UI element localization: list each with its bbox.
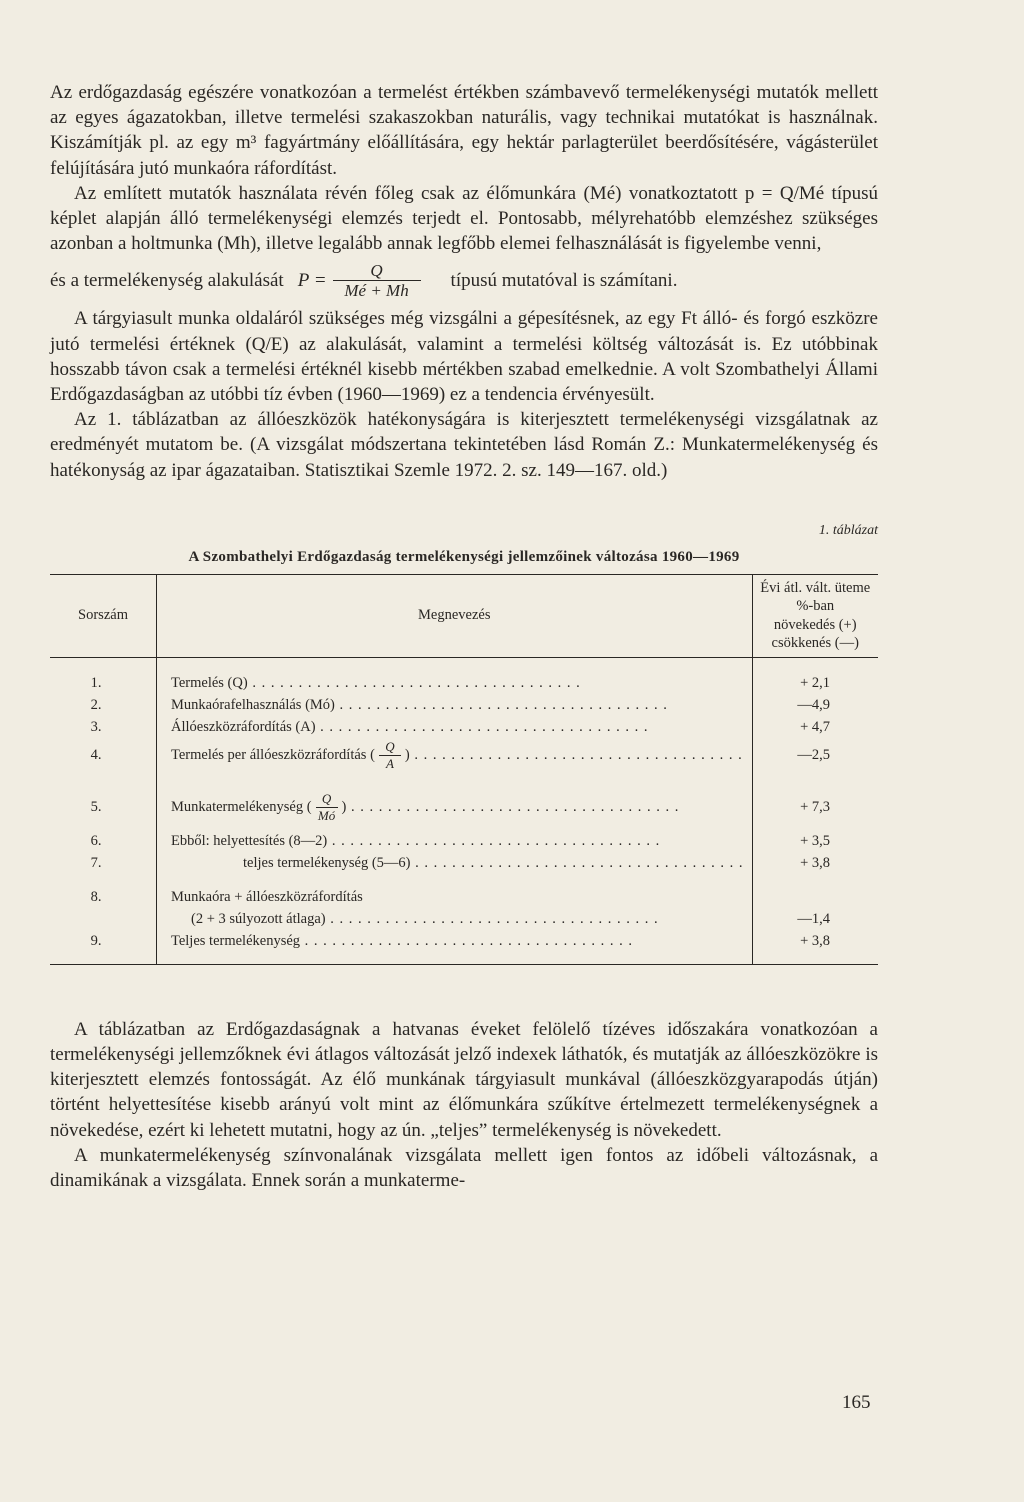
- row-number: 8.: [50, 884, 157, 906]
- row-label: Munkaórafelhasználás (Mó) . . .: [157, 692, 753, 714]
- productivity-table: [50, 574, 878, 965]
- page-body: [50, 80, 878, 1193]
- table-number: 1. táblázat: [818, 522, 878, 538]
- row-value: + 3,5: [800, 832, 830, 849]
- table-row: [50, 850, 878, 872]
- formula-line: [50, 256, 878, 306]
- row-value: + 2,1: [800, 674, 830, 691]
- paragraph-1: Az erdőgazdaság egészére vonatkozóan a termelést értékben számbavevő termelékenységi mutatók mellett az egyes ágazatokban, illetve termelési szakaszokban naturális, vagy technikai mutatókat is használnak. Kiszámítják pl. az egy m³ fagyártmány előállítására, egy hektár parlagterület beerdősítésére, vágásterület felújítására jutó munkaóra ráfordítást.: [50, 82, 878, 179]
- row-value: + 3,8: [800, 854, 830, 871]
- row-value: + 4,7: [800, 718, 830, 735]
- row-number: 6.: [50, 828, 157, 850]
- row-number: 5.: [50, 788, 157, 828]
- row-number: 4.: [50, 736, 157, 776]
- paragraph-4: Az 1. táblázatban az állóeszközök hatékonyságára is kiterjesztett termelékenységi vizsgálatnak az eredményét mutatom be. (A vizsgálat módszertana tekintetében lásd Román Z.: Munkatermelékenység és hatékonyság az ipar ágazataiban. Statisztikai Szemle 1972. 2. sz. 149—167. old.): [50, 409, 878, 481]
- table-row: [50, 692, 878, 714]
- header-line: %-ban: [796, 598, 835, 615]
- table-row: [50, 714, 878, 736]
- formula-numerator: Q: [370, 260, 383, 280]
- row-fraction: $\frac{Q}{Mó}$: [316, 791, 338, 824]
- row-label: Ebből: helyettesítés (8—2) . . .: [157, 828, 753, 850]
- row-label: teljes termelékenység (5—6) . . .: [157, 850, 753, 872]
- row-value: + 7,3: [800, 799, 830, 816]
- formula-lhs: P =: [297, 270, 327, 292]
- row-value: —2,5: [797, 747, 830, 764]
- row-value: —1,4: [797, 910, 830, 927]
- header-line: Évi átl. vált. üteme: [760, 579, 871, 596]
- table-row: [50, 736, 878, 776]
- table-row-continued: [50, 906, 878, 928]
- row-value: —4,9: [797, 696, 830, 713]
- row-label: Munkatermelékenység ( $\frac{Q}{Mó}$ ) . . .: [157, 788, 753, 828]
- row-value: + 3,8: [752, 928, 878, 965]
- paragraph-3: A tárgyiasult munka oldaláról szükséges még vizsgálni a gépesítésnek, az egy Ft álló- és forgó eszközre jutó termelési értéknek (Q/E) az alakulását, valamint a termelési költség változását is. Ez utóbbinak hosszabb távon csak a termelési értéknél kisebb mértékben szabad emelkednie. A volt Szombathelyi Állami Erdőgazdaságban az utóbbi tíz évben (1960—1969) ez a tendencia érvényesült.: [50, 308, 878, 406]
- row-label: Állóeszközráfordítás (A) . . .: [157, 714, 753, 736]
- row-number: 3.: [50, 714, 157, 736]
- header-line: növekedés (+): [773, 616, 857, 633]
- table-row: [50, 828, 878, 850]
- paragraph-6: A munkatermelékenység színvonalának vizsgálata mellett igen fontos az időbeli változásnak, a dinamikának a vizsgálata. Ennek során a munkaterme-: [50, 1144, 878, 1192]
- row-label: Munkaóra + állóeszközráfordítás: [157, 884, 753, 906]
- table-title: A Szombathelyi Erdőgazdaság termelékenységi jellemzőinek változása 1960—1969: [188, 548, 740, 565]
- table-header-row: [50, 574, 878, 657]
- row-label: Termelés (Q) . . .: [157, 670, 753, 692]
- table-row: [50, 788, 878, 828]
- row-label: Teljes termelékenység . . .: [157, 928, 753, 965]
- formula-tail: típusú mutatóval is számítani.: [450, 270, 678, 292]
- row-number: 7.: [50, 850, 157, 872]
- header-line: csökkenés (—): [771, 635, 859, 652]
- row-number: 1.: [50, 670, 157, 692]
- formula-fraction: [333, 262, 421, 301]
- row-label: Termelés per állóeszközráfordítás ( $\frac{Q}{A}$ ) . . .: [157, 736, 753, 776]
- header-sorszam: Sorszám: [50, 574, 157, 657]
- header-change-rate: [752, 574, 878, 657]
- page-number: 165: [842, 1392, 871, 1413]
- paragraph-5: A táblázatban az Erdőgazdaságnak a hatvanas éveket felölelő tízéves időszakára vonatkozóan a termelékenységi jellemzőknek évi átlagos változását jelző indexek láthatók, és mutatják az állóeszközökre is kiterjesztett elemzés fontosságát. Az élő munkának tárgyiasult munkával (állóeszközgyarapodás útján) történt helyettesítése kisebb arányú volt mint az élőmunkára szűkítve értelmezett termelékenységnek a növekedése, ezért ki lehetett mutatni, hogy az ún. „teljes” termelékenység is növekedett.: [50, 1018, 878, 1141]
- formula-lead: és a termelékenység alakulását: [50, 270, 284, 292]
- row-fraction: $\frac{Q}{A}$: [379, 739, 401, 772]
- table-row: [50, 884, 878, 906]
- table-row: [50, 928, 878, 965]
- table-row: [50, 670, 878, 692]
- header-megnevezes: Megnevezés: [157, 574, 753, 657]
- formula-denominator: Mé + Mh: [344, 280, 409, 300]
- row-label-continued: (2 + 3 súlyozott átlaga) . . .: [157, 906, 753, 928]
- row-number: 9.: [50, 928, 157, 965]
- paragraph-2: Az említett mutatók használata révén főleg csak az élőmunkára (Mé) vonatkoztatott p = Q/Mé típusú képlet alapján álló termelékenységi elemzés terjedt el. Pontosabb, mélyrehatóbb elemzéshez szükséges azonban a holtmunka (Mh), illetve legalább annak legfőbb elemei felhasználását is figyelembe venni,: [50, 182, 878, 255]
- row-number: 2.: [50, 692, 157, 714]
